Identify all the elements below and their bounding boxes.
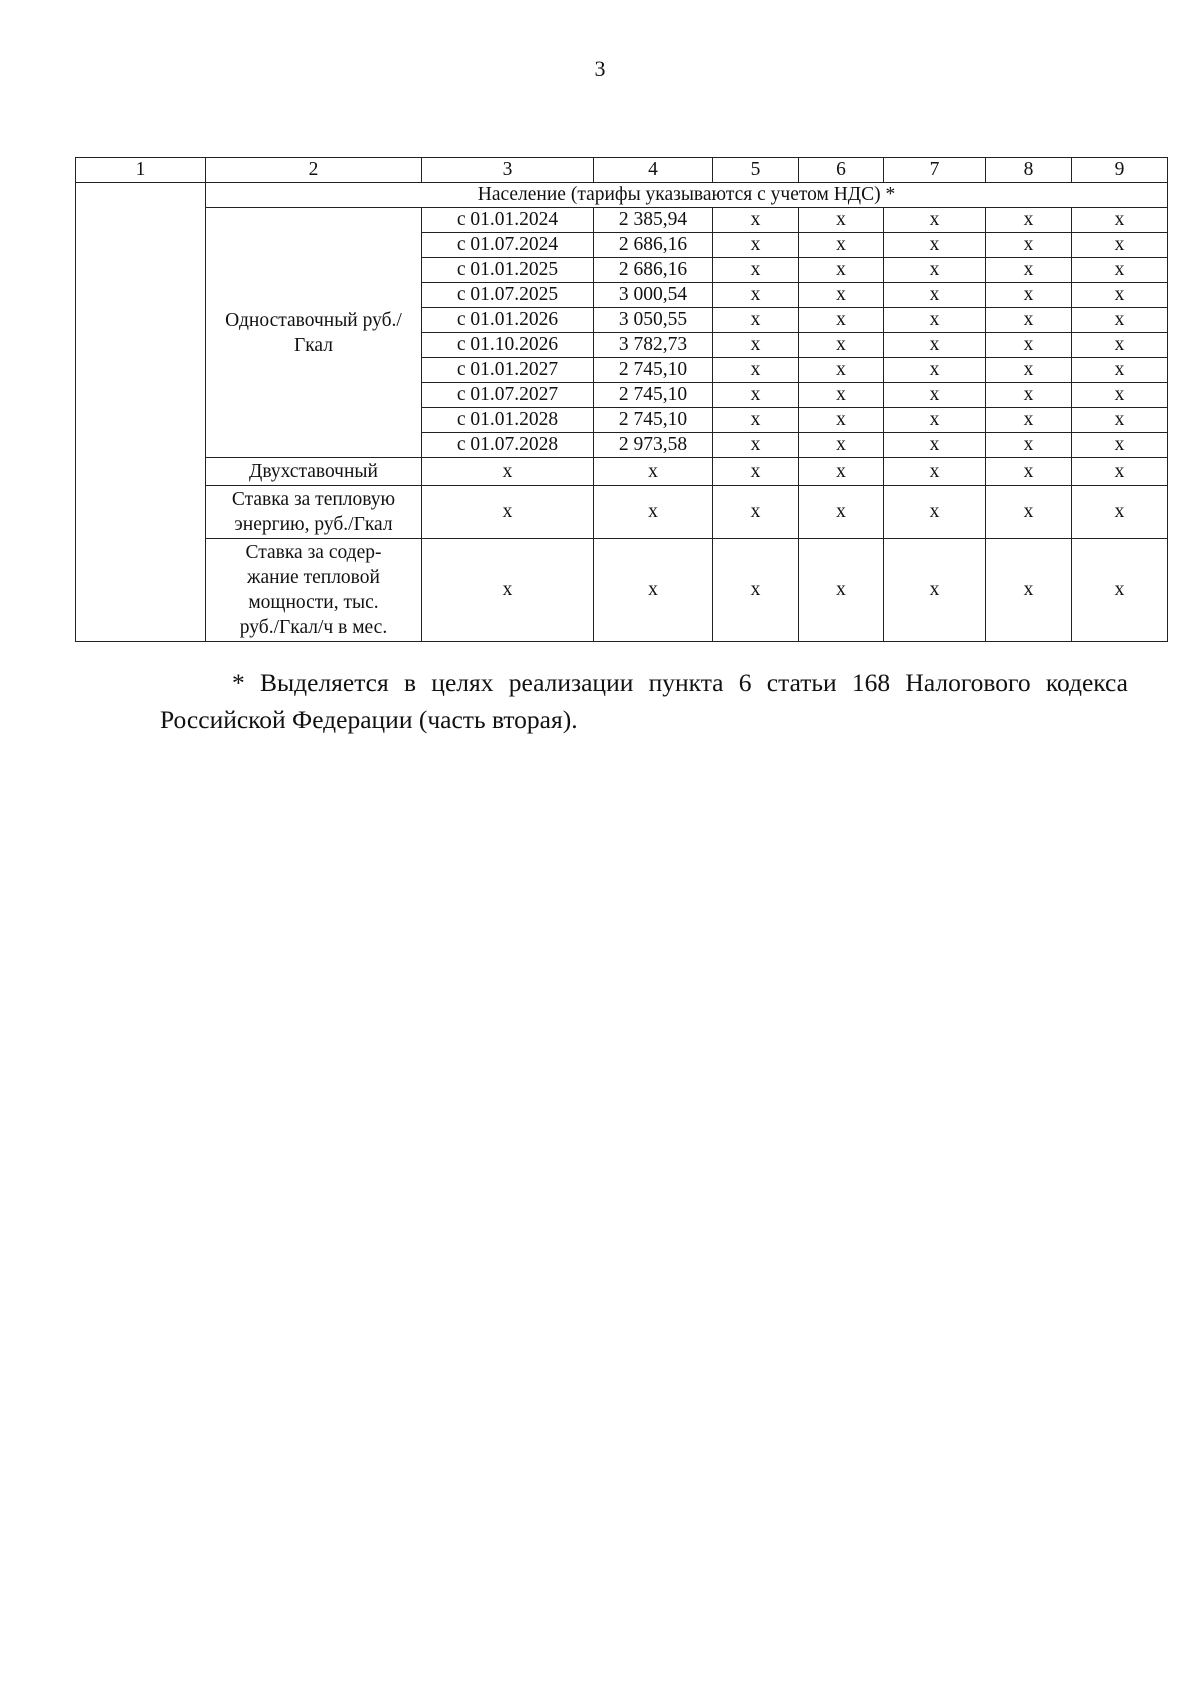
x-cell: x: [884, 233, 986, 258]
tariff-value-cell: 2 745,10: [594, 408, 713, 433]
column-number: 4: [594, 158, 713, 183]
x-cell: x: [1072, 208, 1168, 233]
x-cell: x: [713, 233, 799, 258]
period-cell: с 01.07.2024: [422, 233, 594, 258]
column-number: 7: [884, 158, 986, 183]
x-cell: x: [713, 539, 799, 642]
x-cell: x: [884, 486, 986, 539]
x-cell: x: [986, 383, 1072, 408]
period-cell: с 01.10.2026: [422, 333, 594, 358]
x-cell: x: [884, 408, 986, 433]
group-heading: Население (тарифы указываются с учетом НДС) *: [206, 183, 1168, 208]
x-cell: x: [422, 539, 594, 642]
x-cell: x: [884, 333, 986, 358]
x-cell: x: [986, 233, 1072, 258]
x-cell: x: [1072, 433, 1168, 458]
period-cell: с 01.01.2026: [422, 308, 594, 333]
tariff-value-cell: 2 745,10: [594, 358, 713, 383]
tariff-value-cell: 3 782,73: [594, 333, 713, 358]
x-cell: x: [713, 408, 799, 433]
x-cell: x: [713, 283, 799, 308]
one-rate-row: [76, 208, 1168, 233]
tariff-value-cell: 2 973,58: [594, 433, 713, 458]
x-cell: x: [799, 408, 884, 433]
x-cell: x: [799, 539, 884, 642]
column-number: 3: [422, 158, 594, 183]
x-cell: x: [986, 258, 1072, 283]
x-cell: x: [986, 208, 1072, 233]
column-number: 8: [986, 158, 1072, 183]
x-cell: x: [713, 358, 799, 383]
period-cell: с 01.01.2024: [422, 208, 594, 233]
rate-row: [76, 486, 1168, 539]
x-cell: x: [884, 258, 986, 283]
x-cell: x: [799, 258, 884, 283]
column-1-empty-cell: [76, 183, 206, 642]
x-cell: x: [986, 486, 1072, 539]
x-cell: x: [1072, 333, 1168, 358]
x-cell: x: [1072, 539, 1168, 642]
x-cell: x: [799, 433, 884, 458]
x-cell: x: [986, 358, 1072, 383]
x-cell: x: [594, 486, 713, 539]
period-cell: с 01.01.2025: [422, 258, 594, 283]
x-cell: x: [986, 333, 1072, 358]
x-cell: x: [1072, 308, 1168, 333]
x-cell: x: [422, 458, 594, 486]
x-cell: x: [713, 458, 799, 486]
x-cell: x: [799, 486, 884, 539]
footnote: * Выделяется в целях реализации пункта 6 статьи 168 Налогового кодекса Российской Федерации (часть вторая).: [160, 668, 1128, 734]
x-cell: x: [713, 486, 799, 539]
column-number: 1: [76, 158, 206, 183]
tariff-table: [75, 157, 1168, 642]
x-cell: x: [713, 258, 799, 283]
x-cell: x: [884, 539, 986, 642]
column-number: 9: [1072, 158, 1168, 183]
x-cell: x: [799, 358, 884, 383]
x-cell: x: [713, 208, 799, 233]
page-number: 3: [594, 56, 606, 81]
group-heading-row: [76, 183, 1168, 208]
x-cell: x: [799, 308, 884, 333]
column-number: 5: [713, 158, 799, 183]
x-cell: x: [1072, 283, 1168, 308]
x-cell: x: [799, 283, 884, 308]
x-cell: x: [986, 458, 1072, 486]
x-cell: x: [986, 539, 1072, 642]
rate-row: [76, 539, 1168, 642]
x-cell: x: [422, 486, 594, 539]
x-cell: x: [799, 333, 884, 358]
period-cell: с 01.01.2027: [422, 358, 594, 383]
tariff-value-cell: 2 686,16: [594, 258, 713, 283]
x-cell: x: [884, 283, 986, 308]
x-cell: x: [1072, 408, 1168, 433]
x-cell: x: [713, 308, 799, 333]
period-cell: с 01.01.2028: [422, 408, 594, 433]
x-cell: x: [799, 233, 884, 258]
x-cell: x: [884, 458, 986, 486]
x-cell: x: [884, 433, 986, 458]
tariff-value-cell: 2 745,10: [594, 383, 713, 408]
x-cell: x: [1072, 233, 1168, 258]
x-cell: x: [713, 433, 799, 458]
x-cell: x: [986, 408, 1072, 433]
tariff-value-cell: 3 050,55: [594, 308, 713, 333]
tariff-value-cell: 2 385,94: [594, 208, 713, 233]
tariff-value-cell: 3 000,54: [594, 283, 713, 308]
x-cell: x: [986, 308, 1072, 333]
x-cell: x: [1072, 258, 1168, 283]
x-cell: x: [594, 458, 713, 486]
period-cell: с 01.07.2028: [422, 433, 594, 458]
column-number: 2: [206, 158, 422, 183]
tariff-value-cell: 2 686,16: [594, 233, 713, 258]
x-cell: x: [594, 539, 713, 642]
period-cell: с 01.07.2027: [422, 383, 594, 408]
one-rate-label: Одноставочный руб./Гкал: [206, 208, 422, 458]
x-cell: x: [986, 433, 1072, 458]
x-cell: x: [713, 383, 799, 408]
x-cell: x: [986, 283, 1072, 308]
x-cell: x: [1072, 383, 1168, 408]
rate-row-label: Ставка за тепловую энергию, руб./Гкал: [206, 486, 422, 539]
x-cell: x: [799, 383, 884, 408]
x-cell: x: [713, 333, 799, 358]
x-cell: x: [1072, 358, 1168, 383]
x-cell: x: [1072, 486, 1168, 539]
x-cell: x: [884, 208, 986, 233]
rate-row-label: Двухставочный: [206, 458, 422, 486]
x-cell: x: [799, 208, 884, 233]
column-number: 6: [799, 158, 884, 183]
column-number-row: [76, 158, 1168, 183]
x-cell: x: [884, 308, 986, 333]
x-cell: x: [884, 383, 986, 408]
period-cell: с 01.07.2025: [422, 283, 594, 308]
x-cell: x: [884, 358, 986, 383]
x-cell: x: [799, 458, 884, 486]
rate-row-label: Ставка за содер-жание тепловой мощности, тыс. руб./Гкал/ч в мес.: [206, 539, 422, 642]
x-cell: x: [1072, 458, 1168, 486]
rate-row: [76, 458, 1168, 486]
